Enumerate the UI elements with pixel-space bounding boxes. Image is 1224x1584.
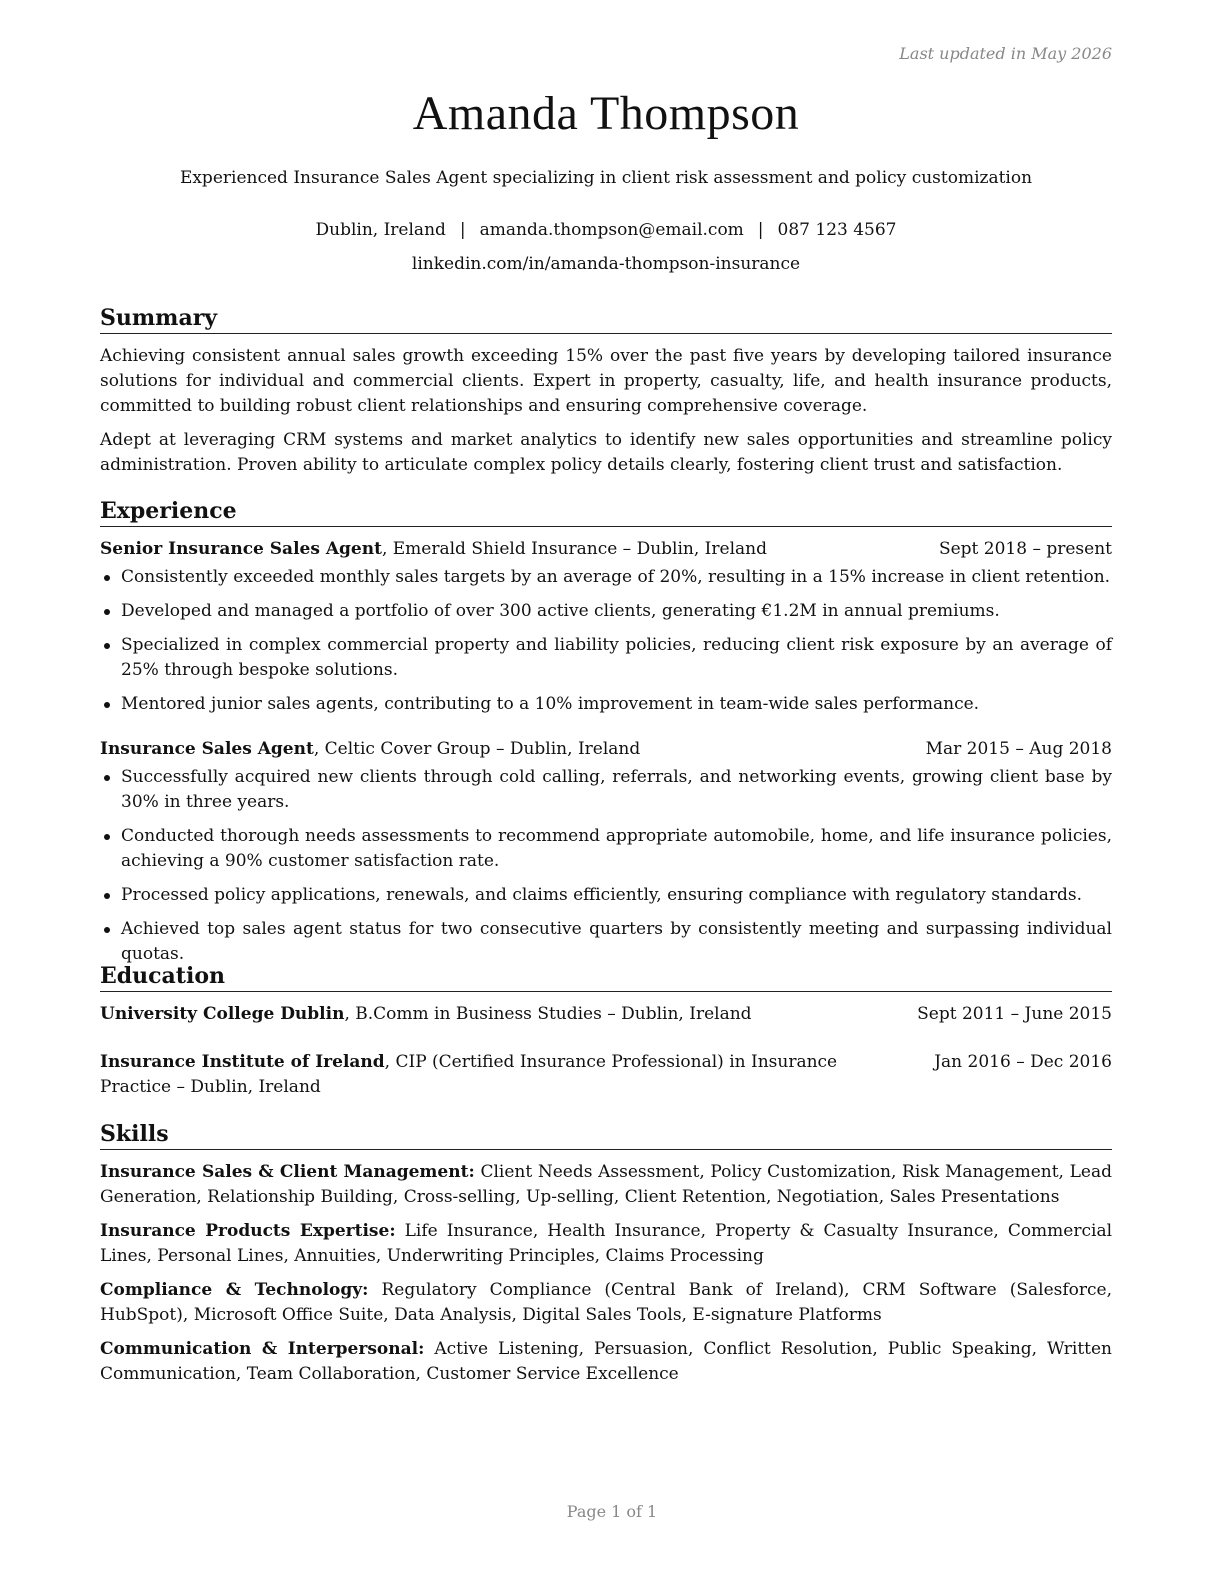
education-dates: Jan 2016 – Dec 2016 (934, 1052, 1112, 1073)
location: Dublin, Ireland (315, 220, 446, 240)
last-updated: Last updated in May 2026 (899, 44, 1112, 63)
summary-section (100, 306, 1112, 487)
summary-paragraph: Adept at leveraging CRM systems and market analytics to identify new sales opportunities and streamline policy administration. Proven ability to articulate complex policy details clearly, fostering client trust and satisfaction. (100, 430, 1112, 476)
skill-group (100, 1278, 1112, 1328)
job-bullet: Conducted thorough needs assessments to recommend appropriate automobile, home, and life insurance policies, achieving a 90% customer satisfaction rate. (100, 824, 1112, 874)
candidate-name: Amanda Thompson (412, 87, 800, 140)
job-role: Senior Insurance Sales Agent (100, 539, 382, 560)
job-header (100, 737, 1112, 761)
skill-group (100, 1219, 1112, 1269)
section-title-experience: Experience (100, 499, 1112, 527)
education-school: University College Dublin (100, 1004, 345, 1025)
job-bullet: Developed and managed a portfolio of over 300 active clients, generating €1.2M in annual premiums. (100, 599, 1112, 624)
page-number: Page 1 of 1 (566, 1502, 658, 1521)
section-title-skills: Skills (100, 1122, 1112, 1150)
skill-group-label: Communication & Interpersonal: (100, 1339, 425, 1360)
skill-group-items: Life Insurance, Health Insurance, Property & Casualty Insurance, Commercial Lines, Personal Lines, Annuities, Underwriting Principles, Claims Processing (100, 1221, 1113, 1267)
education-school: Insurance Institute of Ireland (100, 1052, 385, 1073)
job-role: Insurance Sales Agent (100, 739, 314, 760)
job-bullet: Successfully acquired new clients through cold calling, referrals, and networking events, growing client base by 30% in three years. (100, 765, 1112, 815)
education-entry (100, 1050, 1112, 1100)
skill-group-label: Insurance Sales & Client Management: (100, 1162, 475, 1183)
job-bullet: Consistently exceeded monthly sales targets by an average of 20%, resulting in a 15% increase in client retention. (100, 565, 1112, 590)
experience-section (100, 499, 1112, 976)
skill-group (100, 1160, 1112, 1210)
skill-group-items: Active Listening, Persuasion, Conflict Resolution, Public Speaking, Written Communication, Team Collaboration, Customer Service Excellence (100, 1339, 1112, 1385)
education-section (100, 964, 1112, 1100)
contact-separator: | (459, 220, 466, 240)
job-dates: Sept 2018 – present (938, 539, 1112, 560)
skill-group-items: Regulatory Compliance (Central Bank of Ireland), CRM Software (Salesforce, HubSpot), Microsoft Office Suite, Data Analysis, Digital Sales Tools, E-signature Platforms (100, 1280, 1112, 1326)
contact-line (100, 220, 1112, 240)
job-bullets (100, 565, 1112, 717)
contact-separator: | (757, 220, 764, 240)
job-company: , Celtic Cover Group – Dublin, Ireland (313, 739, 641, 760)
skills-section (100, 1122, 1112, 1396)
job-bullet: Processed policy applications, renewals, and claims efficiently, ensuring compliance with regulatory standards. (100, 883, 1112, 908)
tagline: Experienced Insurance Sales Agent specializing in client risk assessment and policy customization (179, 168, 1033, 188)
job-bullet: Specialized in complex commercial property and liability policies, reducing client risk exposure by an average of 25% through bespoke solutions. (100, 633, 1112, 683)
skill-group-items: Client Needs Assessment, Policy Customization, Risk Management, Lead Generation, Relationship Building, Cross-selling, Up-selling, Client Retention, Negotiation, Sales Presentations (100, 1162, 1112, 1208)
job-bullets (100, 765, 1112, 967)
summary-paragraph: Achieving consistent annual sales growth exceeding 15% over the past five years by developing tailored insurance solutions for individual and commercial clients. Expert in property, casualty, life, and health insurance products, committed to building robust client relationships and ensuring comprehensive coverage. (100, 346, 1112, 417)
resume-page (100, 0, 1112, 1584)
skill-group-label: Compliance & Technology: (100, 1280, 369, 1301)
education-dates: Sept 2011 – June 2015 (917, 1004, 1112, 1025)
education-detail: , CIP (Certified Insurance Professional) in Insurance Practice – Dublin, Ireland (100, 1052, 838, 1098)
job-bullet: Achieved top sales agent status for two consecutive quarters by consistently meeting and surpassing individual quotas. (100, 917, 1112, 967)
section-title-education: Education (100, 964, 1112, 992)
job-company: , Emerald Shield Insurance – Dublin, Ireland (381, 539, 767, 560)
education-entry (100, 1002, 1112, 1027)
email-link[interactable]: amanda.thompson@email.com (479, 220, 744, 240)
phone-number: 087 123 4567 (777, 220, 897, 240)
job-entry (100, 537, 1112, 717)
job-dates: Mar 2015 – Aug 2018 (925, 739, 1112, 760)
section-title-summary: Summary (100, 306, 1112, 334)
job-bullet: Mentored junior sales agents, contributing to a 10% improvement in team-wide sales performance. (100, 692, 1112, 717)
skill-group (100, 1337, 1112, 1387)
skill-group-label: Insurance Products Expertise: (100, 1221, 396, 1242)
education-detail: , B.Comm in Business Studies – Dublin, Ireland (344, 1004, 752, 1025)
job-entry (100, 737, 1112, 967)
linkedin-link[interactable]: linkedin.com/in/amanda-thompson-insurance (411, 254, 801, 274)
job-header (100, 537, 1112, 561)
